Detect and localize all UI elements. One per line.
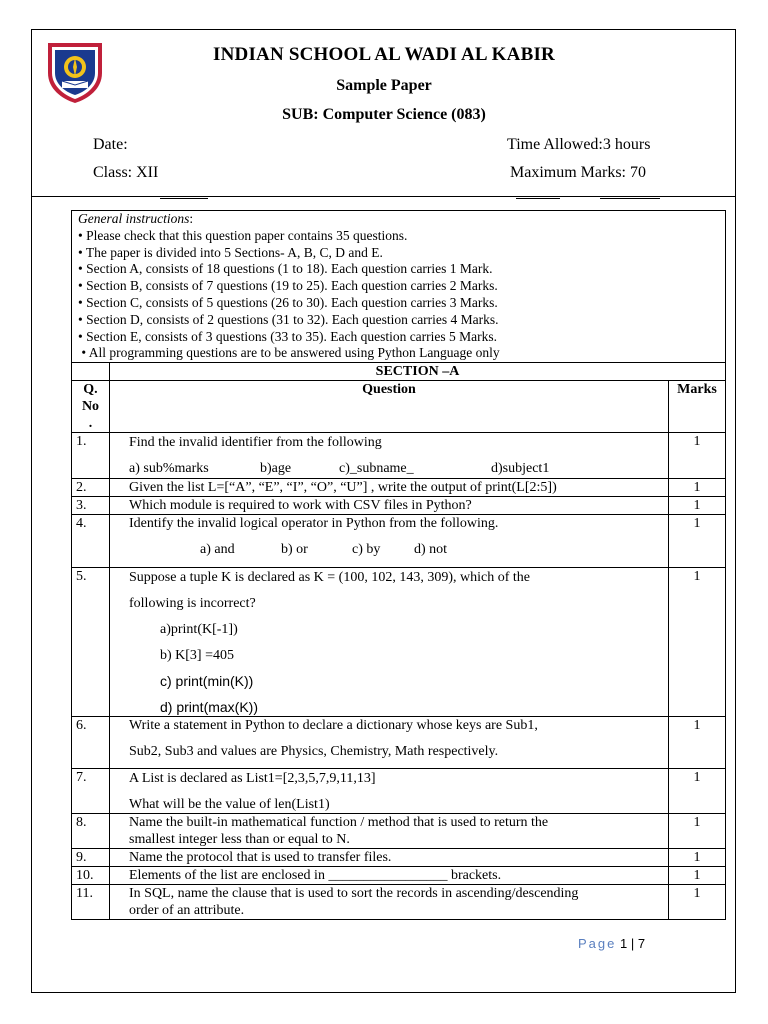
subject-title: SUB: Computer Science (083) <box>282 106 486 123</box>
page-footer <box>578 936 645 951</box>
time-allowed: Time Allowed:3 hours <box>507 136 651 153</box>
instruction-item: • The paper is divided into 5 Sections- A, B, C, D and E. <box>78 244 383 260</box>
question-number: 10. <box>72 867 110 885</box>
question-text: Suppose a tuple K is declared as K = (100, 102, 143, 309), which of the following is incorrect? a)print(K[-1]) b) K[3] =405 c) print(min(K)) d) print(max(K)) <box>110 568 669 717</box>
instruction-item: • Please check that this question paper contains 35 questions. <box>78 227 408 243</box>
school-name: INDIAN SCHOOL AL WADI AL KABIR <box>213 44 555 65</box>
table-row <box>72 515 726 568</box>
question-marks: 1 <box>669 568 726 717</box>
question-text: Given the list L=[“A”, “E”, “I”, “O”, “U”] , write the output of print(L[2:5]) <box>110 479 669 497</box>
option: d) not <box>414 542 448 558</box>
option: c)_subname_ <box>339 461 414 477</box>
header-qno: Q. No . <box>72 381 110 433</box>
question-text: Name the protocol that is used to transfer files. <box>110 849 669 867</box>
table-row <box>72 433 726 479</box>
question-text: Elements of the list are enclosed in _________________ brackets. <box>110 867 669 885</box>
option: b)age <box>260 461 292 477</box>
section-title: SECTION –A <box>110 363 726 381</box>
question-marks: 1 <box>669 885 726 920</box>
option: c) by <box>352 542 381 558</box>
option: d) print(max(K)) <box>160 699 259 716</box>
table-row <box>72 717 726 769</box>
page-separator: | <box>630 936 635 951</box>
table-header-row <box>72 381 726 433</box>
header-question: Question <box>110 381 669 433</box>
question-number: 11. <box>72 885 110 920</box>
option: b) K[3] =405 <box>160 648 234 664</box>
option: d)subject1 <box>491 461 550 477</box>
question-text: Write a statement in Python to declare a dictionary whose keys are Sub1, Sub2, Sub3 and values are Physics, Chemistry, Math respectively. <box>110 717 669 769</box>
table-row <box>72 497 726 515</box>
header-divider-segment <box>516 198 560 199</box>
paper-type: Sample Paper <box>336 77 432 94</box>
table-row <box>72 814 726 849</box>
header-divider-segment <box>600 198 660 199</box>
question-marks: 1 <box>669 479 726 497</box>
page-current: 1 <box>620 936 628 951</box>
max-marks: Maximum Marks: 70 <box>510 164 646 181</box>
question-text: A List is declared as List1=[2,3,5,7,9,11,13] What will be the value of len(List1) <box>110 769 669 814</box>
question-marks: 1 <box>669 433 726 479</box>
page-label: Page <box>578 936 617 951</box>
question-text: Name the built-in mathematical function / method that is used to return the smallest integer less than or equal to N. <box>110 814 669 849</box>
question-marks: 1 <box>669 717 726 769</box>
page-total: 7 <box>637 936 646 951</box>
instruction-item: • All programming questions are to be answered using Python Language only <box>81 345 500 361</box>
question-number: 2. <box>72 479 110 497</box>
header-divider-segment <box>160 198 208 199</box>
instruction-item: • Section C, consists of 5 questions (26 to 30). Each question carries 3 Marks. <box>78 294 498 310</box>
question-number: 4. <box>72 515 110 568</box>
instruction-item: • Section E, consists of 3 questions (33 to 35). Each question carries 5 Marks. <box>78 328 498 344</box>
class-label: Class: XII <box>93 164 159 181</box>
question-marks: 1 <box>669 515 726 568</box>
header-divider <box>31 196 736 197</box>
question-number: 9. <box>72 849 110 867</box>
option: a) and <box>200 542 235 558</box>
instruction-item: • Section B, consists of 7 questions (19 to 25). Each question carries 2 Marks. <box>78 278 498 294</box>
question-text: Identify the invalid logical operator in Python from the following. a) and b) or c) by d) not <box>110 515 669 568</box>
question-number: 5. <box>72 568 110 717</box>
question-marks: 1 <box>669 497 726 515</box>
option: a)print(K[-1]) <box>160 622 238 638</box>
question-text: Find the invalid identifier from the following a) sub%marks b)age c)_subname_ d)subject1 <box>110 433 669 479</box>
table-row <box>72 885 726 920</box>
table-row <box>72 849 726 867</box>
question-table <box>71 210 726 920</box>
question-marks: 1 <box>669 867 726 885</box>
option: b) or <box>281 542 308 558</box>
option: c) print(min(K)) <box>160 673 254 690</box>
instructions-row <box>72 211 726 363</box>
date-label: Date: <box>93 136 128 153</box>
question-number: 3. <box>72 497 110 515</box>
option: a) sub%marks <box>129 461 209 477</box>
table-row <box>72 769 726 814</box>
header-marks: Marks <box>669 381 726 433</box>
question-marks: 1 <box>669 849 726 867</box>
question-number: 6. <box>72 717 110 769</box>
question-number: 7. <box>72 769 110 814</box>
question-marks: 1 <box>669 769 726 814</box>
table-row <box>72 867 726 885</box>
instructions-title: General instructions <box>78 211 190 226</box>
question-number: 1. <box>72 433 110 479</box>
question-marks: 1 <box>669 814 726 849</box>
table-row <box>72 479 726 497</box>
question-text: In SQL, name the clause that is used to sort the records in ascending/descending order of an attribute. <box>110 885 669 920</box>
question-text: Which module is required to work with CSV files in Python? <box>110 497 669 515</box>
general-instructions: General instructions: • Please check that this question paper contains 35 questions. • The paper is divided into 5 Sections- A, B, C, D and E. • Section A, consists of 18 questions (1 to 18). Each question carries 1 Mark. • Section B, consists of 7 questions (19 to 25). Each question carries 2 Marks. • Section C, consists of 5 questions (26 to 30). Each question carries 3 Marks. • Section D, consists of 2 questions (31 to 32). Each question carries 4 Marks. • Section E, consists of 3 questions (33 to 35). Each question carries 5 Marks. • All programming questions are to be answered using Python Language only <box>72 211 726 363</box>
instruction-item: • Section D, consists of 2 questions (31 to 32). Each question carries 4 Marks. <box>78 311 499 327</box>
instruction-item: • Section A, consists of 18 questions (1 to 18). Each question carries 1 Mark. <box>78 261 493 277</box>
table-row <box>72 568 726 717</box>
question-number: 8. <box>72 814 110 849</box>
